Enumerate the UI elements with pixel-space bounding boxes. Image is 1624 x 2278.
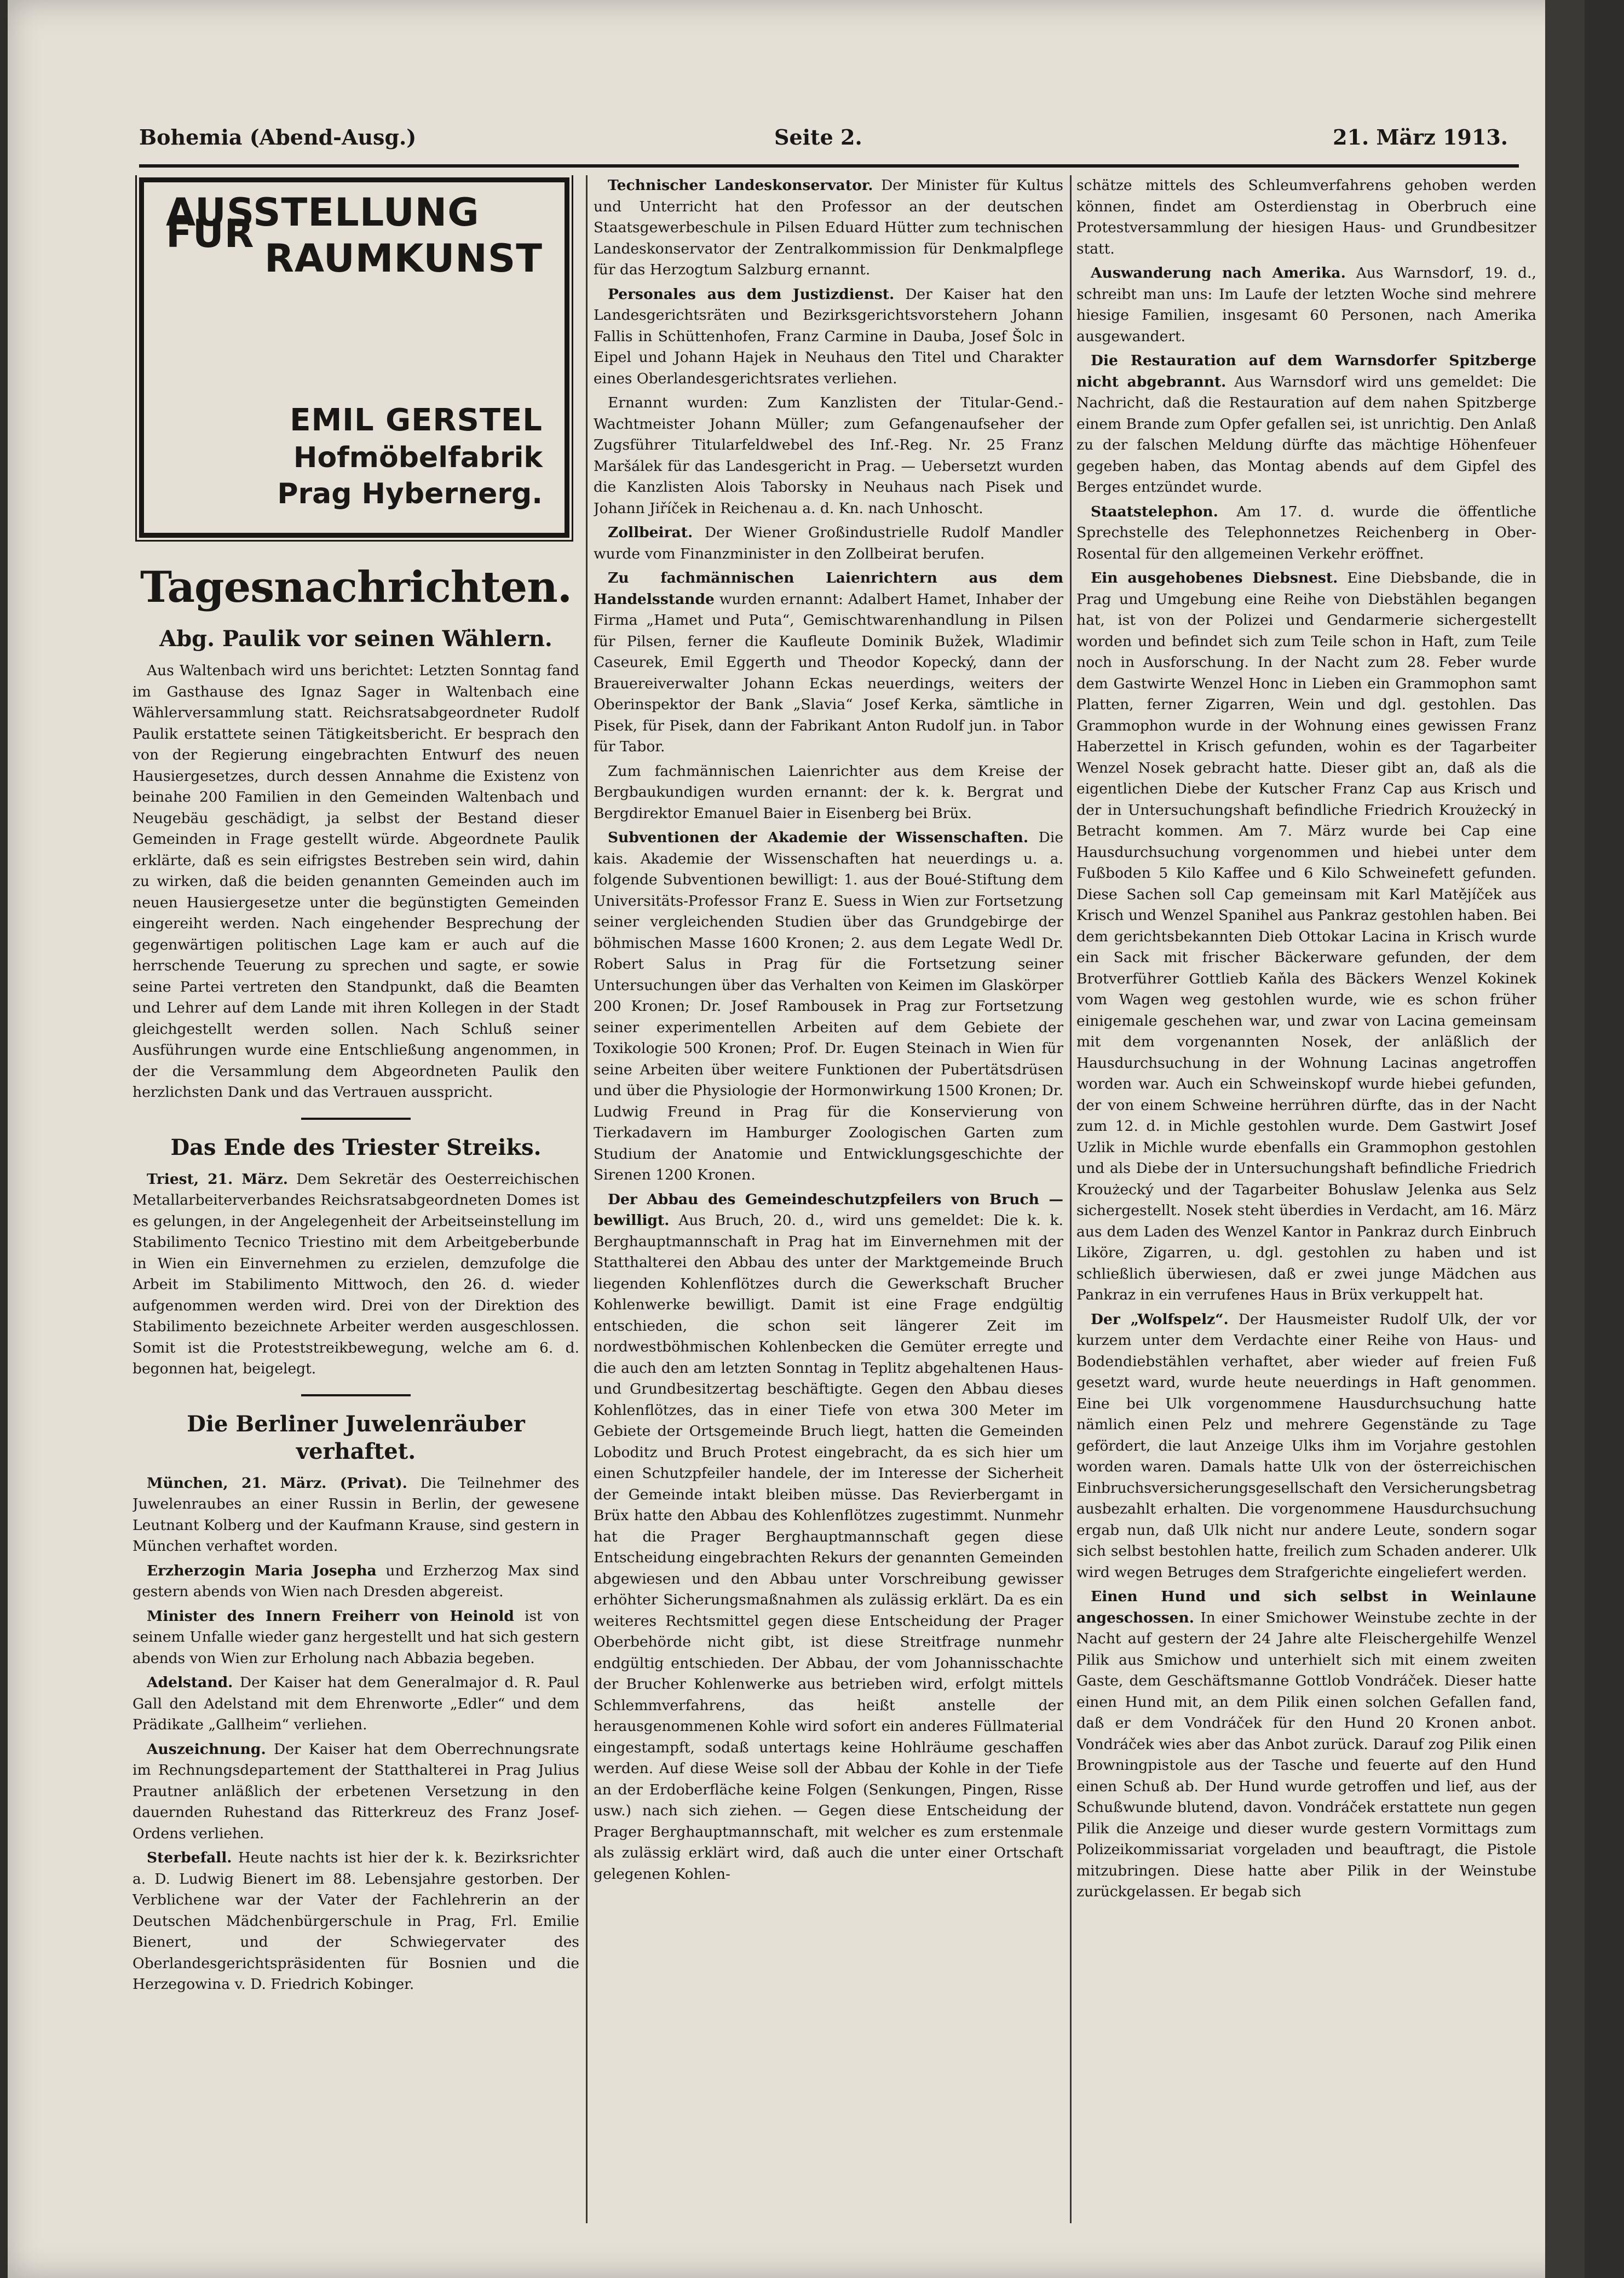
- article-lead: Erzherzogin Maria Josepha: [147, 1562, 377, 1579]
- article-text: Der Minister für Kultus und Unterricht hat den Professor an der deutschen Staatsgewerbeschule in Pilsen Eduard Hütter zum technischen Landeskonservator der Zentralkommission für Denkmalpflege für das Herzogtum Salzburg ernannt.: [594, 177, 1063, 278]
- advertisement-box: [139, 177, 569, 538]
- article-title: Die Berliner Juwelenräuber verhaftet.: [187, 1411, 525, 1464]
- article-text: Ernannt wurden: Zum Kanzlisten der Titular-Gend.-Wachtmeister Johann Müller; zum Gefangenaufseher der Zugsführer Titularfeldwebel des Inf.-Reg. Nr. 25 Franz Maršálek für das Landesgericht in Prag. — Uebersetzt wurden die Kanzlisten Alois Taborsky in Neuhaus nach Pisek und Johann Jiříček in Reichenau a. d. Kn. nach Unhoscht.: [594, 394, 1063, 517]
- article-lead: Sterbefall.: [147, 1849, 232, 1866]
- article-paragraph: [133, 1473, 579, 1557]
- column-divider: [1070, 175, 1072, 2223]
- article-lead: Subventionen der Akademie der Wissenschaften.: [608, 829, 1029, 846]
- article-text: ist von seinem Unfalle wieder ganz hergestellt und hat sich gestern abends von Wien zur Erholung nach Abbazia begeben.: [133, 1607, 579, 1667]
- article-paragraph: [133, 1672, 579, 1736]
- article-paragraph: [1076, 263, 1536, 347]
- article-text: Die kais. Akademie der Wissenschaften hat neuerdings u. a. folgende Subventionen bewilligt: 1. aus der Boué-Stiftung dem Universitäts-Professor Franz E. Suess in Wien zur Fortsetzung seiner vergleichenden Studien über das Grundgebirge der böhmischen Masse 1600 Kronen; 2. aus dem Legate Wedl Dr. Robert Salus in Prag für die Fortsetzung seiner Untersuchungen über das Verhalten von Keimen im Glaskörper 200 Kronen; Dr. Josef Rambousek in Prag zur Fortsetzung seiner experimentellen Arbeiten auf dem Gebiete der Toxikologie 500 Kronen; Prof. Dr. Eugen Steinach in Wien für seine Arbeiten über weitere Funktionen der Pubertätsdrüsen und über die Physiologie der Hormonwirkung 1500 Kronen; Dr. Ludwig Freund in Prag für die Konservierung von Tierkadavern im Hamburger Zoologischen Garten zum Studium der Anatomie und Entwicklungsgeschichte der Sirenen 1200 Kronen.: [594, 829, 1063, 1183]
- article-paragraph: [1076, 350, 1536, 498]
- article-text: Aus Waltenbach wird uns berichtet: Letzten Sonntag fand im Gasthause des Ignaz Sager in Waltenbach eine Wählerversammlung statt. Reichsratsabgeordneter Rudolf Paulik erstattete seinen Tätigkeitsbericht. Er besprach den von der Regierung eingebrachten Entwurf des neuen Hausiergesetzes, durch dessen Annahme die Existenz von beinahe 200 Familien in den Gemeinden Waltenbach und Neugebäu geschädigt, ja selbst der Bestand dieser Gemeinden in Frage gestellt würde. Abgeordnete Paulik erklärte, daß es sein eifrigstes Bestreben sein wird, dahin zu wirken, daß die beiden genannten Gemeinden auch im neuen Hausiergesetze unter die begünstigten Gemeinden eingereiht werden. Nach eingehender Besprechung der gegenwärtigen politischen Lage kam er auch auf die herrschende Teuerung zu sprechen und sagte, er sowie seine Partei vertreten den Standpunkt, daß die Beamten und Lehrer auf dem Lande mit ihren Kollegen in der Stadt gleichgestellt werden sollen. Nach Schluß seiner Ausführungen wurde eine Entschließung angenommen, in der die Versammlung dem Abgeordneten Paulik den herzlichsten Dank und das Vertrauen ausspricht.: [133, 662, 579, 1101]
- article-paragraph: [594, 568, 1063, 758]
- ad-headline-1: AUSSTELLUNG FUR: [166, 190, 480, 256]
- header-date: 21. März 1913.: [1333, 125, 1508, 149]
- article-lead: Triest, 21. März.: [147, 1170, 288, 1188]
- article-paragraph: [133, 1169, 579, 1380]
- article-text: wurden ernannt: Adalbert Hamet, Inhaber der Firma „Hamet und Puta“, Gemischtwarenhandlung in Pilsen für Pilsen, ferner die Kaufleute Dominik Bužek, Wladimir Caseurek, Emil Eggerth und Theodor Kopecký, dann der Brauereiverwalter Johann Eckas neuerdings, weiters der Oberinspektor der Bank „Slavia“ Josef Kerka, sämtliche in Pisek, für Pisek, dann der Fabrikant Anton Rudolf jun. in Tabor für Tabor.: [594, 590, 1063, 755]
- article-text: Der Kaiser hat dem Oberrechnungsrate im Rechnungsdepartement der Statthalterei in Prag Julius Prautner anläßlich der erbetenen Versetzung in den dauernden Ruhestand das Ritterkreuz des Franz Josef-Ordens verliehen.: [133, 1740, 579, 1842]
- column-1: [133, 175, 579, 2234]
- article-divider: [301, 1394, 411, 1396]
- article-title: Abg. Paulik vor seinen Wählern.: [159, 626, 552, 652]
- ad-company-type: Hofmöbelfabrik: [293, 441, 543, 474]
- article-paragraph: [1076, 1586, 1536, 1903]
- article-text: Der Wiener Großindustrielle Rudolf Mandler wurde vom Finanzminister in den Zollbeirat berufen.: [594, 524, 1063, 562]
- article-paragraph: [594, 827, 1063, 1186]
- article-text: Der Kaiser hat dem Generalmajor d. R. Paul Gall den Adelstand mit dem Ehrenworte „Edler“ und dem Prädikate „Gallheim“ verliehen.: [133, 1674, 579, 1733]
- article-divider: [301, 1118, 411, 1120]
- article-lead: München, 21. März. (Privat).: [147, 1474, 407, 1492]
- header-rule: [139, 164, 1519, 168]
- article-title: Das Ende des Triester Streiks.: [170, 1134, 542, 1160]
- article-lead: Zollbeirat.: [608, 524, 693, 541]
- section-title: Tagesnachrichten.: [140, 562, 572, 612]
- header-newspaper-name: Bohemia (Abend-Ausg.): [139, 125, 417, 149]
- column-2: [594, 175, 1063, 2234]
- ad-company-name: EMIL GERSTEL: [290, 402, 543, 438]
- article-text: Eine Diebsbande, die in Prag und Umgebung eine Reihe von Diebstählen begangen hat, ist von der Polizei und Gendarmerie sichergestellt worden und befindet sich zum Teile schon in Haft, zum Teile noch in Ausforschung. In der Nacht zum 28. Feber wurde dem Gastwirte Wenzel Honc in Lieben ein Grammophon samt Platten, ferner Zigarren, Wein und dgl. gestohlen. Das Grammophon wurde in der Wohnung eines gewissen Franz Haberzettel in Krisch gefunden, wohin es der Tagarbeiter Wenzel Nosek gebracht hatte. Dieser gibt an, daß als die eigentlichen Diebe der Kutscher Franz Cap aus Krisch und der in Untersuchungshaft befindliche Friedrich Kroużecký in Betracht kommen. Am 7. März wurde bei Cap eine Hausdurchsuchung vorgenommen und hiebei unter dem Fußboden 5 Kilo Kaffee und 6 Kilo Schweinefett gefunden. Diese Sachen soll Cap gemeinsam mit Karl Matějíček aus Krisch und Wenzel Spanihel aus Pankraz gestohlen haben. Bei dem gerichtsbekannten Dieb Ottokar Lacina in Krisch wurde ein Sack mit frischer Bäckerware gefunden, der dem Brotverführer Gottlieb Kaňla des Bäckers Wenzel Kokinek vom Wagen weg gestohlen wurde, wie es schon früher einigemale geschehen war, und zwar von Lacina gemeinsam mit dem vorgenannten Nosek, der anläßlich der Hausdurchsuchung in der Wohnung Lacinas angetroffen worden war. Auch ein Schweinskopf wurde hiebei gefunden, der von einem Schweine herrühren dürfte, das in der Nacht zum 12. d. in Michle gestohlen wurde. Dem Gastwirt Josef Uzlik in Michle wurde ebenfalls ein Grammophon gestohlen und als Diebe der in Untersuchungshaft befindliche Friedrich Kroużecký und der Tagarbeiter Bohuslaw Jelenka aus Selz sichergestellt. Nosek steht überdies in Verdacht, am 16. März aus dem Laden des Wenzel Kantor in Pankraz durch Einbruch Liköre, Zigarren, u. dgl. gestohlen zu haben und ist schließlich überwiesen, daß er zwei junge Mädchen aus Pankraz in ein verrufenes Haus in Brüx verkuppelt hat.: [1076, 570, 1536, 1303]
- article-paragraph: [133, 1561, 579, 1603]
- article-lead: Adelstand.: [147, 1674, 233, 1691]
- article-lead: Zu fachmännischen Laienrichtern aus dem Handelsstande: [594, 570, 1063, 608]
- article-text: In einer Smichower Weinstube zechte in der Nacht auf gestern der 24 Jahre alte Fleischergehilfe Wenzel Pilik aus Smichow und unterhielt sich mit einem zweiten Gaste, dem Geschäftsmanne Gottlob Vondráček. Dieser hatte einen Hund mit, an dem Pilik einen solchen Gefallen fand, daß er dem Vondráček für den Hund 20 Kronen anbot. Vondráček wies aber das Anbot zurück. Darauf zog Pilik einen Browningpistole aus der Tasche und feuerte auf den Hund einen Schuß ab. Der Hund wurde getroffen und lief, aus der Schußwunde blutend, davon. Vondráček erstattete nun gegen Pilik die Anzeige und dieser wurde gestern Vormittags zum Polizeikommissariat vorgeladen und beauftragt, die Pistole mitzubringen. Diese hatte aber Pilik in der Weinstube zurückgelassen. Er begab sich: [1076, 1609, 1536, 1900]
- article-lead: Technischer Landeskonservator.: [608, 177, 873, 194]
- article-text: Zum fachmännischen Laienrichter aus dem Kreise der Bergbaukundigen wurden ernannt: der k. k. Bergrat und Bergdirektor Emanuel Baier in Eisenberg bei Brüx.: [594, 762, 1063, 822]
- article-lead: Auswanderung nach Amerika.: [1091, 264, 1346, 281]
- article-text: Der Kaiser hat den Landesgerichtsräten und Bezirksgerichtsvorstehern Johann Fallis in Schüttenhofen, Franz Carmine in Dauba, Josef Šolc in Eipel und Johann Hajek in Neuhaus den Titel und Charakter eines Oberlandesgerichtsrates verliehen.: [594, 285, 1063, 387]
- article-paragraph: [594, 1189, 1063, 1885]
- scan-edge: [1545, 0, 1585, 2278]
- article-lead: Personales aus dem Justizdienst.: [608, 285, 895, 303]
- article-paragraph: [133, 1606, 579, 1670]
- article-paragraph: [1076, 1309, 1536, 1584]
- article-text: Dem Sekretär des Oesterreichischen Metallarbeiterverbandes Reichsratsabgeordneten Domes ist es gelungen, in der Angelegenheit der Arbeitseinstellung im Stabilimento Tecnico Triestino mit dem Arbeitgeberbunde in Wien ein Einvernehmen zu erzielen, demzufolge die Arbeit im Stabilimento Mittwoch, den 26. d. wieder aufgenommen werden wird. Drei von der Direktion des Stabilimento bezeichnete Arbeiter werden ausgeschlossen. Somit ist die Proteststreikbewegung, welche am 6. d. begonnen hat, beigelegt.: [133, 1170, 579, 1377]
- ad-headline-2: RAUMKUNST: [264, 236, 543, 281]
- column-3: [1076, 175, 1536, 2234]
- article-paragraph: [133, 1848, 579, 1995]
- article-text: schätze mittels des Schleumverfahrens gehoben werden können, findet am Osterdienstag in Oberbruch eine Protestversammlung der hiesigen Haus- und Grundbesitzer statt.: [1076, 177, 1536, 257]
- article-lead: Einen Hund und sich selbst in Weinlaune angeschossen.: [1076, 1588, 1536, 1626]
- article-paragraph: [594, 522, 1063, 565]
- article-text: und Erzherzog Max sind gestern abends von Wien nach Dresden abgereist.: [133, 1562, 579, 1600]
- article-lead: Staatstelephon.: [1091, 503, 1218, 520]
- page-header: [139, 125, 1508, 158]
- article-lead: Der Abbau des Gemeindeschutzpfeilers von Bruch — bewilligt.: [594, 1190, 1063, 1229]
- article-text: Am 17. d. wurde die öffentliche Sprechstelle des Telephonnetzes Reichenberg in Ober-Rosental für den allgemeinen Verkehr eröffnet.: [1076, 503, 1536, 562]
- article-paragraph: [133, 1739, 579, 1845]
- article-paragraph: [1076, 502, 1536, 565]
- article-paragraph: [1076, 568, 1536, 1306]
- article-text: Heute nachts ist hier der k. k. Bezirksrichter a. D. Ludwig Bienert im 88. Lebensjahre gestorben. Der Verblichene war der Vater der Fachlehrerin an der Deutschen Mädchenbürgerschule in Prag, Frl. Emilie Bienert, und der Schwiegervater des Oberlandesgerichtspräsidenten für Bosnien und die Herzegowina v. D. Friedrich Kobinger.: [133, 1849, 579, 1993]
- column-divider: [586, 175, 588, 2223]
- ad-company-location: Prag Hybernerg.: [277, 478, 543, 510]
- article-text: Die Teilnehmer des Juwelenraubes an einer Russin in Berlin, der gewesene Leutnant Kolberg und der Kaufmann Krause, sind gestern in München verhaftet worden.: [133, 1474, 579, 1555]
- article-lead: Ein ausgehobenes Diebsnest.: [1091, 570, 1338, 586]
- article-lead: Auszeichnung.: [147, 1740, 266, 1758]
- header-page-number: Seite 2.: [774, 125, 862, 149]
- article-text: Aus Warnsdorf wird uns gemeldet: Die Nachricht, daß die Restauration auf dem nahen Spitzberge einem Brande zum Opfer gefallen sei, ist unrichtig. Den Anlaß zu der falschen Meldung dürfte das mächtige Höhenfeuer gegeben haben, das Montag abends auf dem Gipfel des Berges entzündet wurde.: [1076, 373, 1536, 496]
- article-lead: Minister des Innern Freiherr von Heinold: [147, 1607, 514, 1625]
- article-text: Aus Warnsdorf, 19. d., schreibt man uns: Im Laufe der letzten Woche sind mehrere hiesige Familien, insgesamt 60 Personen, nach Amerika ausgewandert.: [1076, 264, 1536, 345]
- article-lead: Die Restauration auf dem Warnsdorfer Spitzberge nicht abgebrannt.: [1076, 352, 1536, 390]
- article-text: Aus Bruch, 20. d., wird uns gemeldet: Die k. k. Berghauptmannschaft in Prag hat im Einvernehmen mit der Statthalterei den Abbau des unter der Marktgemeinde Bruch liegenden Kohlenflötzes durch die Gewerkschaft Brucher Kohlenwerke bewilligt. Damit ist eine Frage endgültig entschieden, die schon seit längerer Zeit im nordwestböhmischen Kohlenbecken die Gemüter erregte und die auch den am letzten Sonntag in Teplitz abgehaltenen Haus- und Grundbesitzertag beschäftigte. Gegen den Abbau dieses Kohlenflötzes, das in einer Tiefe von etwa 300 Meter im Gebiete der Ortsgemeinde Bruch liegt, hatten die Gemeinden Loboditz und Bruch Protest eingebracht, da es sich hier um einen Schutzpfeiler handele, der im Interesse der Sicherheit der Gemeinde intakt bleiben müsse. Das Revierbergamt in Brüx hatte den Abbau des Kohlenflötzes zugestimmt. Nunmehr hat die Prager Berghauptmannschaft gegen diese Entscheidung eingebrachten Rekurs der genannten Gemeinden abgewiesen und den Abbau unter Vorschreibung gewisser erhöhter Sicherungsmaßnahmen als zulässig erklärt. Da es ein weiteres Rechtsmittel gegen diese Entscheidung der Prager Oberbehörde nicht gibt, ist diese Streitfrage nunmehr endgültig entschieden. Der Abbau, der vom Johannisschachte der Brucher Kohlenwerke aus betrieben wird, erfolgt mittels Schlemmverfahrens, das heißt anstelle der herausgenommenen Kohle wird sofort ein anderes Füllmaterial eingestampft, sodaß untertags keine Hohlräume geschaffen werden. Auf diese Weise soll der Abbau der Kohle in der Tiefe an der Erdoberfläche keine Folgen (Senkungen, Pingen, Risse usw.) nach sich ziehen. — Gegen diese Entscheidung der Prager Berghauptmannschaft, mit welcher es zum erstenmale als zulässig erklärt wird, daß auch die unter einer Ortschaft gelegenen Kohlen-: [594, 1212, 1063, 1883]
- article-lead: Der „Wolfspelz“.: [1091, 1310, 1229, 1328]
- article-paragraph: [594, 175, 1063, 281]
- article-paragraph: [594, 284, 1063, 390]
- newspaper-page: [8, 0, 1585, 2278]
- article-text: Der Hausmeister Rudolf Ulk, der vor kurzem unter dem Verdachte einer Reihe von Haus- und Bodendiebstählen verhaftet, aber wieder auf freien Fuß gesetzt ward, wurde heute neuerdings in Haft genommen. Eine bei Ulk vorgenommene Hausdurchsuchung hatte nämlich einen Pelz und mehrere Gegenstände zu Tage gefördert, die laut Anzeige Ulks ihm im Vorjahre gestohlen worden waren. Damals hatte Ulk von der österreichischen Einbruchsversicherungsgesellschaft den Versicherungsbetrag ausbezahlt erhalten. Die vorgenommene Hausdurchsuchung ergab nun, daß Ulk nicht nur andere Leute, sondern sogar sich selbst bestohlen hatte, freilich zum Schaden anderer. Ulk wird wegen Betruges dem Strafgerichte eingeliefert werden.: [1076, 1310, 1536, 1581]
